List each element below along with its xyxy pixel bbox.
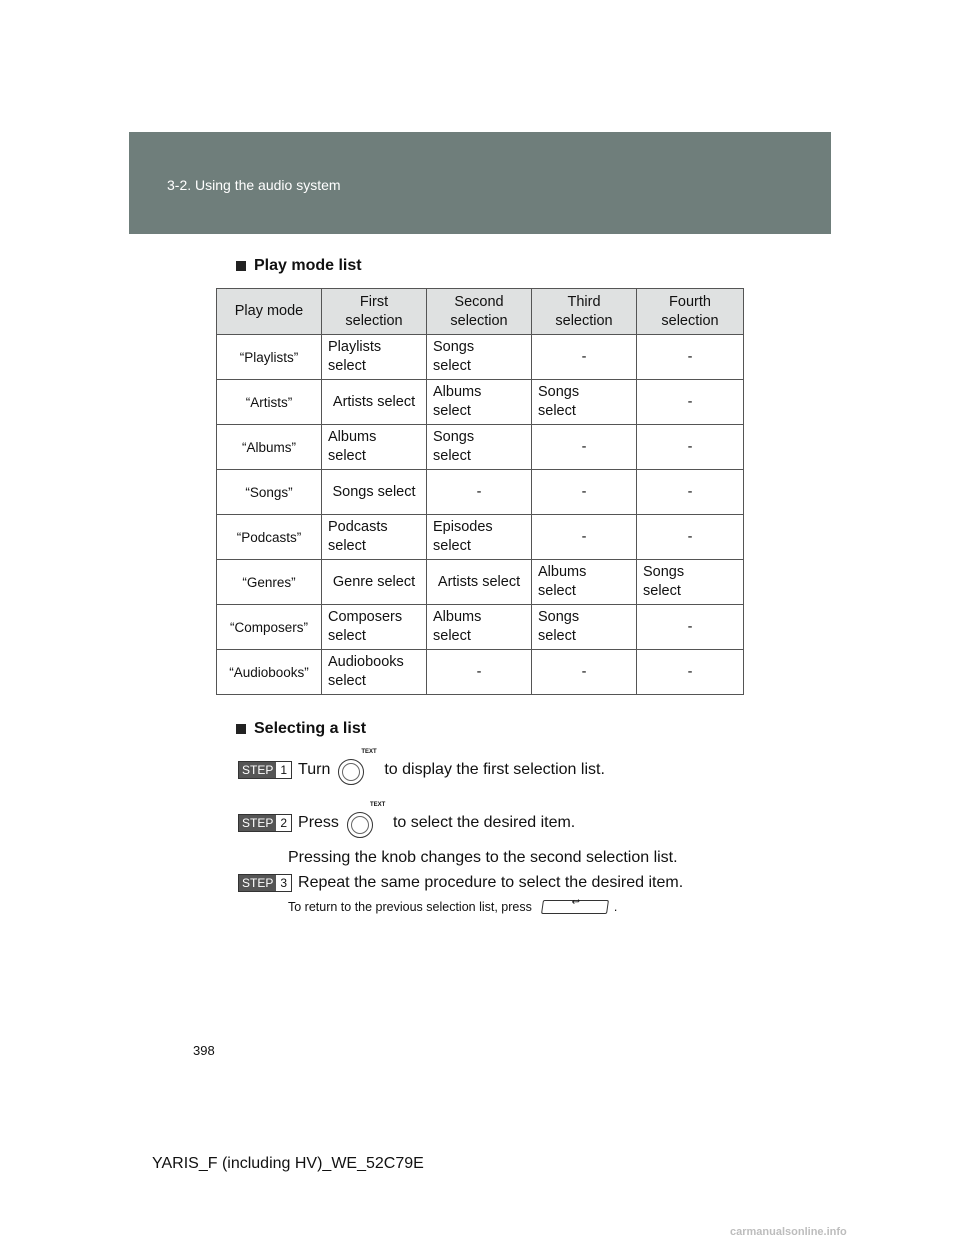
- column-header: Third selection: [532, 289, 637, 335]
- table-cell: -: [532, 650, 637, 695]
- table-cell: Songs select: [637, 560, 744, 605]
- table-row: [217, 470, 744, 515]
- play-mode-list-heading: [236, 257, 362, 275]
- document-id: YARIS_F (including HV)_WE_52C79E: [152, 1155, 424, 1172]
- header-band: [129, 132, 831, 234]
- selecting-list-title: Selecting a list: [254, 720, 367, 737]
- play-mode-table: [216, 288, 744, 695]
- tune-select-knob-icon: TEXT: [338, 755, 368, 785]
- table-cell: -: [427, 650, 532, 695]
- step-badge: STEP 1: [238, 761, 292, 779]
- table-row: [217, 605, 744, 650]
- table-cell: Albums select: [532, 560, 637, 605]
- table-cell: Songs select: [427, 425, 532, 470]
- table-cell: Composers select: [322, 605, 427, 650]
- table-row: [217, 515, 744, 560]
- table-cell: Artists select: [322, 380, 427, 425]
- table-row: [217, 335, 744, 380]
- table-cell: “Artists”: [217, 380, 322, 425]
- table-cell: Episodes select: [427, 515, 532, 560]
- step-3: [238, 874, 683, 892]
- table-cell: -: [532, 425, 637, 470]
- table-cell: “Genres”: [217, 560, 322, 605]
- column-header: First selection: [322, 289, 427, 335]
- step-1: [238, 749, 605, 785]
- table-cell: -: [532, 515, 637, 560]
- table-cell: Songs select: [532, 605, 637, 650]
- header-section-title: 3-2. Using the audio system: [167, 177, 341, 193]
- table-cell: Albums select: [427, 605, 532, 650]
- selecting-list-heading: [236, 720, 366, 738]
- table-row: [217, 650, 744, 695]
- step-2: [238, 802, 576, 838]
- table-cell: -: [637, 515, 744, 560]
- table-cell: “Songs”: [217, 470, 322, 515]
- table-cell: “Playlists”: [217, 335, 322, 380]
- square-bullet-icon: [236, 724, 246, 734]
- table-cell: “Podcasts”: [217, 515, 322, 560]
- table-cell: Songs select: [322, 470, 427, 515]
- table-cell: -: [637, 605, 744, 650]
- step-2-after: to select the desired item.: [392, 814, 576, 831]
- table-cell: -: [637, 380, 744, 425]
- table-row: [217, 560, 744, 605]
- table-row: [217, 425, 744, 470]
- table-cell: “Audiobooks”: [217, 650, 322, 695]
- table-cell: “Composers”: [217, 605, 322, 650]
- table-cell: Songs select: [427, 335, 532, 380]
- step-3-text: Repeat the same procedure to select the desired item.: [298, 874, 684, 891]
- step-1-before: Turn: [298, 761, 331, 778]
- page-number: 398: [193, 1043, 215, 1058]
- column-header: Play mode: [217, 289, 322, 335]
- table-cell: Songs select: [532, 380, 637, 425]
- table-row: [217, 380, 744, 425]
- tune-select-knob-icon: TEXT: [347, 808, 377, 838]
- table-cell: -: [637, 335, 744, 380]
- back-button-icon: ↩: [541, 900, 609, 914]
- table-header-row: [217, 289, 744, 335]
- table-cell: -: [532, 335, 637, 380]
- step-1-after: to display the first selection list.: [384, 761, 605, 778]
- column-header: Fourth selection: [637, 289, 744, 335]
- table-cell: Podcasts select: [322, 515, 427, 560]
- return-note: To return to the previous selection list, press ↩ .: [288, 897, 618, 914]
- table-cell: Artists select: [427, 560, 532, 605]
- table-cell: Albums select: [322, 425, 427, 470]
- table-cell: Playlists select: [322, 335, 427, 380]
- table-cell: Genre select: [322, 560, 427, 605]
- table-cell: -: [637, 425, 744, 470]
- table-cell: “Albums”: [217, 425, 322, 470]
- table-cell: -: [637, 650, 744, 695]
- watermark: carmanualsonline.info: [730, 1226, 847, 1238]
- play-mode-list-title: Play mode list: [254, 257, 362, 274]
- table-cell: -: [637, 470, 744, 515]
- step-2-before: Press: [298, 814, 339, 831]
- square-bullet-icon: [236, 261, 246, 271]
- table-cell: Albums select: [427, 380, 532, 425]
- table-cell: Audiobooks select: [322, 650, 427, 695]
- column-header: Second selection: [427, 289, 532, 335]
- table-cell: -: [532, 470, 637, 515]
- step-badge: STEP 2: [238, 814, 292, 832]
- step-2-note: Pressing the knob changes to the second selection list.: [288, 849, 678, 866]
- table-cell: -: [427, 470, 532, 515]
- step-badge: STEP 3: [238, 874, 292, 892]
